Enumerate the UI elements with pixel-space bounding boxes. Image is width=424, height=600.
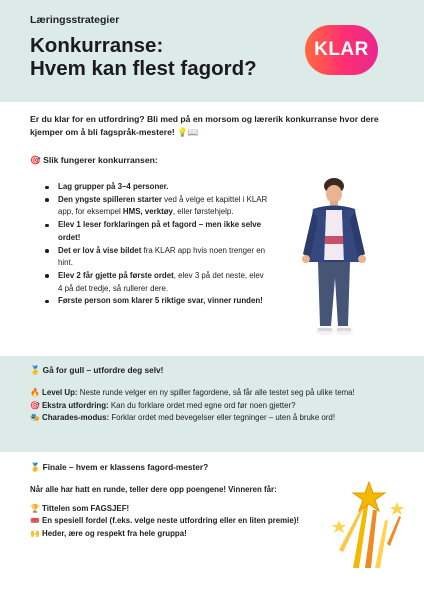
rule-item: [45, 181, 270, 194]
challenge-item: [30, 387, 402, 400]
rules-list: [45, 181, 270, 308]
prize-item: [30, 515, 320, 528]
page-title-line-2: Hvem kan flest fagord?: [30, 57, 257, 80]
rule-item: [45, 219, 270, 244]
section-kicker: Læringsstrategier: [30, 14, 120, 26]
ticket-icon: 🎟️: [30, 516, 40, 526]
how-it-works-heading: [30, 155, 158, 166]
rule-item: [45, 295, 270, 308]
prize-item: [30, 528, 320, 541]
challenge-text: Kan du forklare ordet med egne ord før noen gjetter?: [108, 400, 296, 410]
target-icon: 🎯: [30, 400, 40, 410]
prize-text: En spesiell fordel (f.eks. velge neste utfordring eller en liten premie)!: [42, 516, 299, 526]
page-title: [30, 34, 257, 80]
person-standing-illustration: [288, 174, 378, 349]
challenge-label: Charades-modus:: [42, 413, 110, 423]
page-title-line-1: Konkurranse:: [30, 34, 164, 57]
challenge-label: Level Up:: [42, 388, 78, 397]
klar-logo-text: KLAR: [314, 39, 369, 60]
challenge-item: [30, 412, 402, 425]
rule-item: [45, 270, 270, 295]
intro-paragraph: [30, 113, 405, 139]
rule-item: [45, 245, 270, 270]
final-intro: Når alle har hatt en runde, teller dere opp poengene! Vinneren får:: [30, 485, 277, 494]
challenge-text: Neste runde velger en ny spiller fagordene, så får alle testet seg på ulike tema!: [77, 388, 355, 397]
rule-text: ved å velge et kapittel i KLAR app, for eksempel: [58, 194, 268, 217]
klar-logo: [305, 25, 378, 75]
how-it-works-title: Slik fungerer konkurransen:: [43, 155, 158, 165]
fire-icon: 🔥: [30, 388, 40, 397]
rule-text: fra KLAR app hvis noen trenger en hint.: [58, 245, 266, 268]
rule-text: , eller førstehjelp.: [172, 207, 234, 217]
gold-challenges: [30, 387, 402, 425]
rule-bold: Lag grupper på 3–4 personer.: [58, 182, 169, 191]
rule-bold: Elev 1 leser forklaringen på et fagord – men ikke selve ordet!: [58, 220, 262, 242]
prize-text: Heder, ære og respekt fra hele gruppa!: [42, 528, 187, 538]
rule-item: [45, 194, 270, 219]
rule-text: , elev 3 på det neste, elev 4 på det tredje, så rullerer dere.: [58, 270, 264, 293]
challenge-text: Forklar ordet med bevegelser eller tegninger – uten å bruke ord!: [109, 413, 336, 423]
shooting-star-trophy-illustration: [325, 480, 410, 570]
rule-bold: Det er lov å vise bildet: [58, 245, 142, 255]
rule-bold: HMS, verktøy: [122, 207, 173, 217]
intro-text: Er du klar for en utfordring? Bli med på en morsom og lærerik konkurranse hvor dere kjemper om å bli fagspråk-mestere!: [30, 114, 379, 137]
final-prizes: [30, 484, 320, 540]
gold-section-heading: [30, 365, 163, 376]
raised-hands-icon: 🙌: [30, 528, 40, 538]
final-section-title: Finale – hvem er klassens fagord-mester?: [42, 462, 209, 472]
target-icon: 🎯: [30, 155, 41, 165]
lightbulb-book-icon: 💡📖: [177, 127, 199, 137]
prize-item: [30, 503, 320, 516]
trophy-icon: 🏆: [30, 503, 40, 513]
medal-icon: 🥇: [30, 462, 41, 472]
gold-section-title: Gå for gull – utfordre deg selv!: [42, 365, 164, 375]
final-section-heading: [30, 462, 208, 473]
rule-bold: Første person som klarer 5 riktige svar, vinner runden!: [58, 296, 263, 306]
rule-bold: Den yngste spilleren starter: [58, 194, 162, 204]
challenge-item: [30, 400, 402, 413]
theater-masks-icon: 🎭: [30, 413, 40, 423]
medal-icon: 🥇: [30, 365, 41, 375]
challenge-label: Ekstra utfordring:: [42, 400, 109, 410]
prize-text: Tittelen som FAGSJEF!: [42, 503, 130, 513]
rule-bold: Elev 2 får gjette på første ordet: [58, 270, 174, 280]
